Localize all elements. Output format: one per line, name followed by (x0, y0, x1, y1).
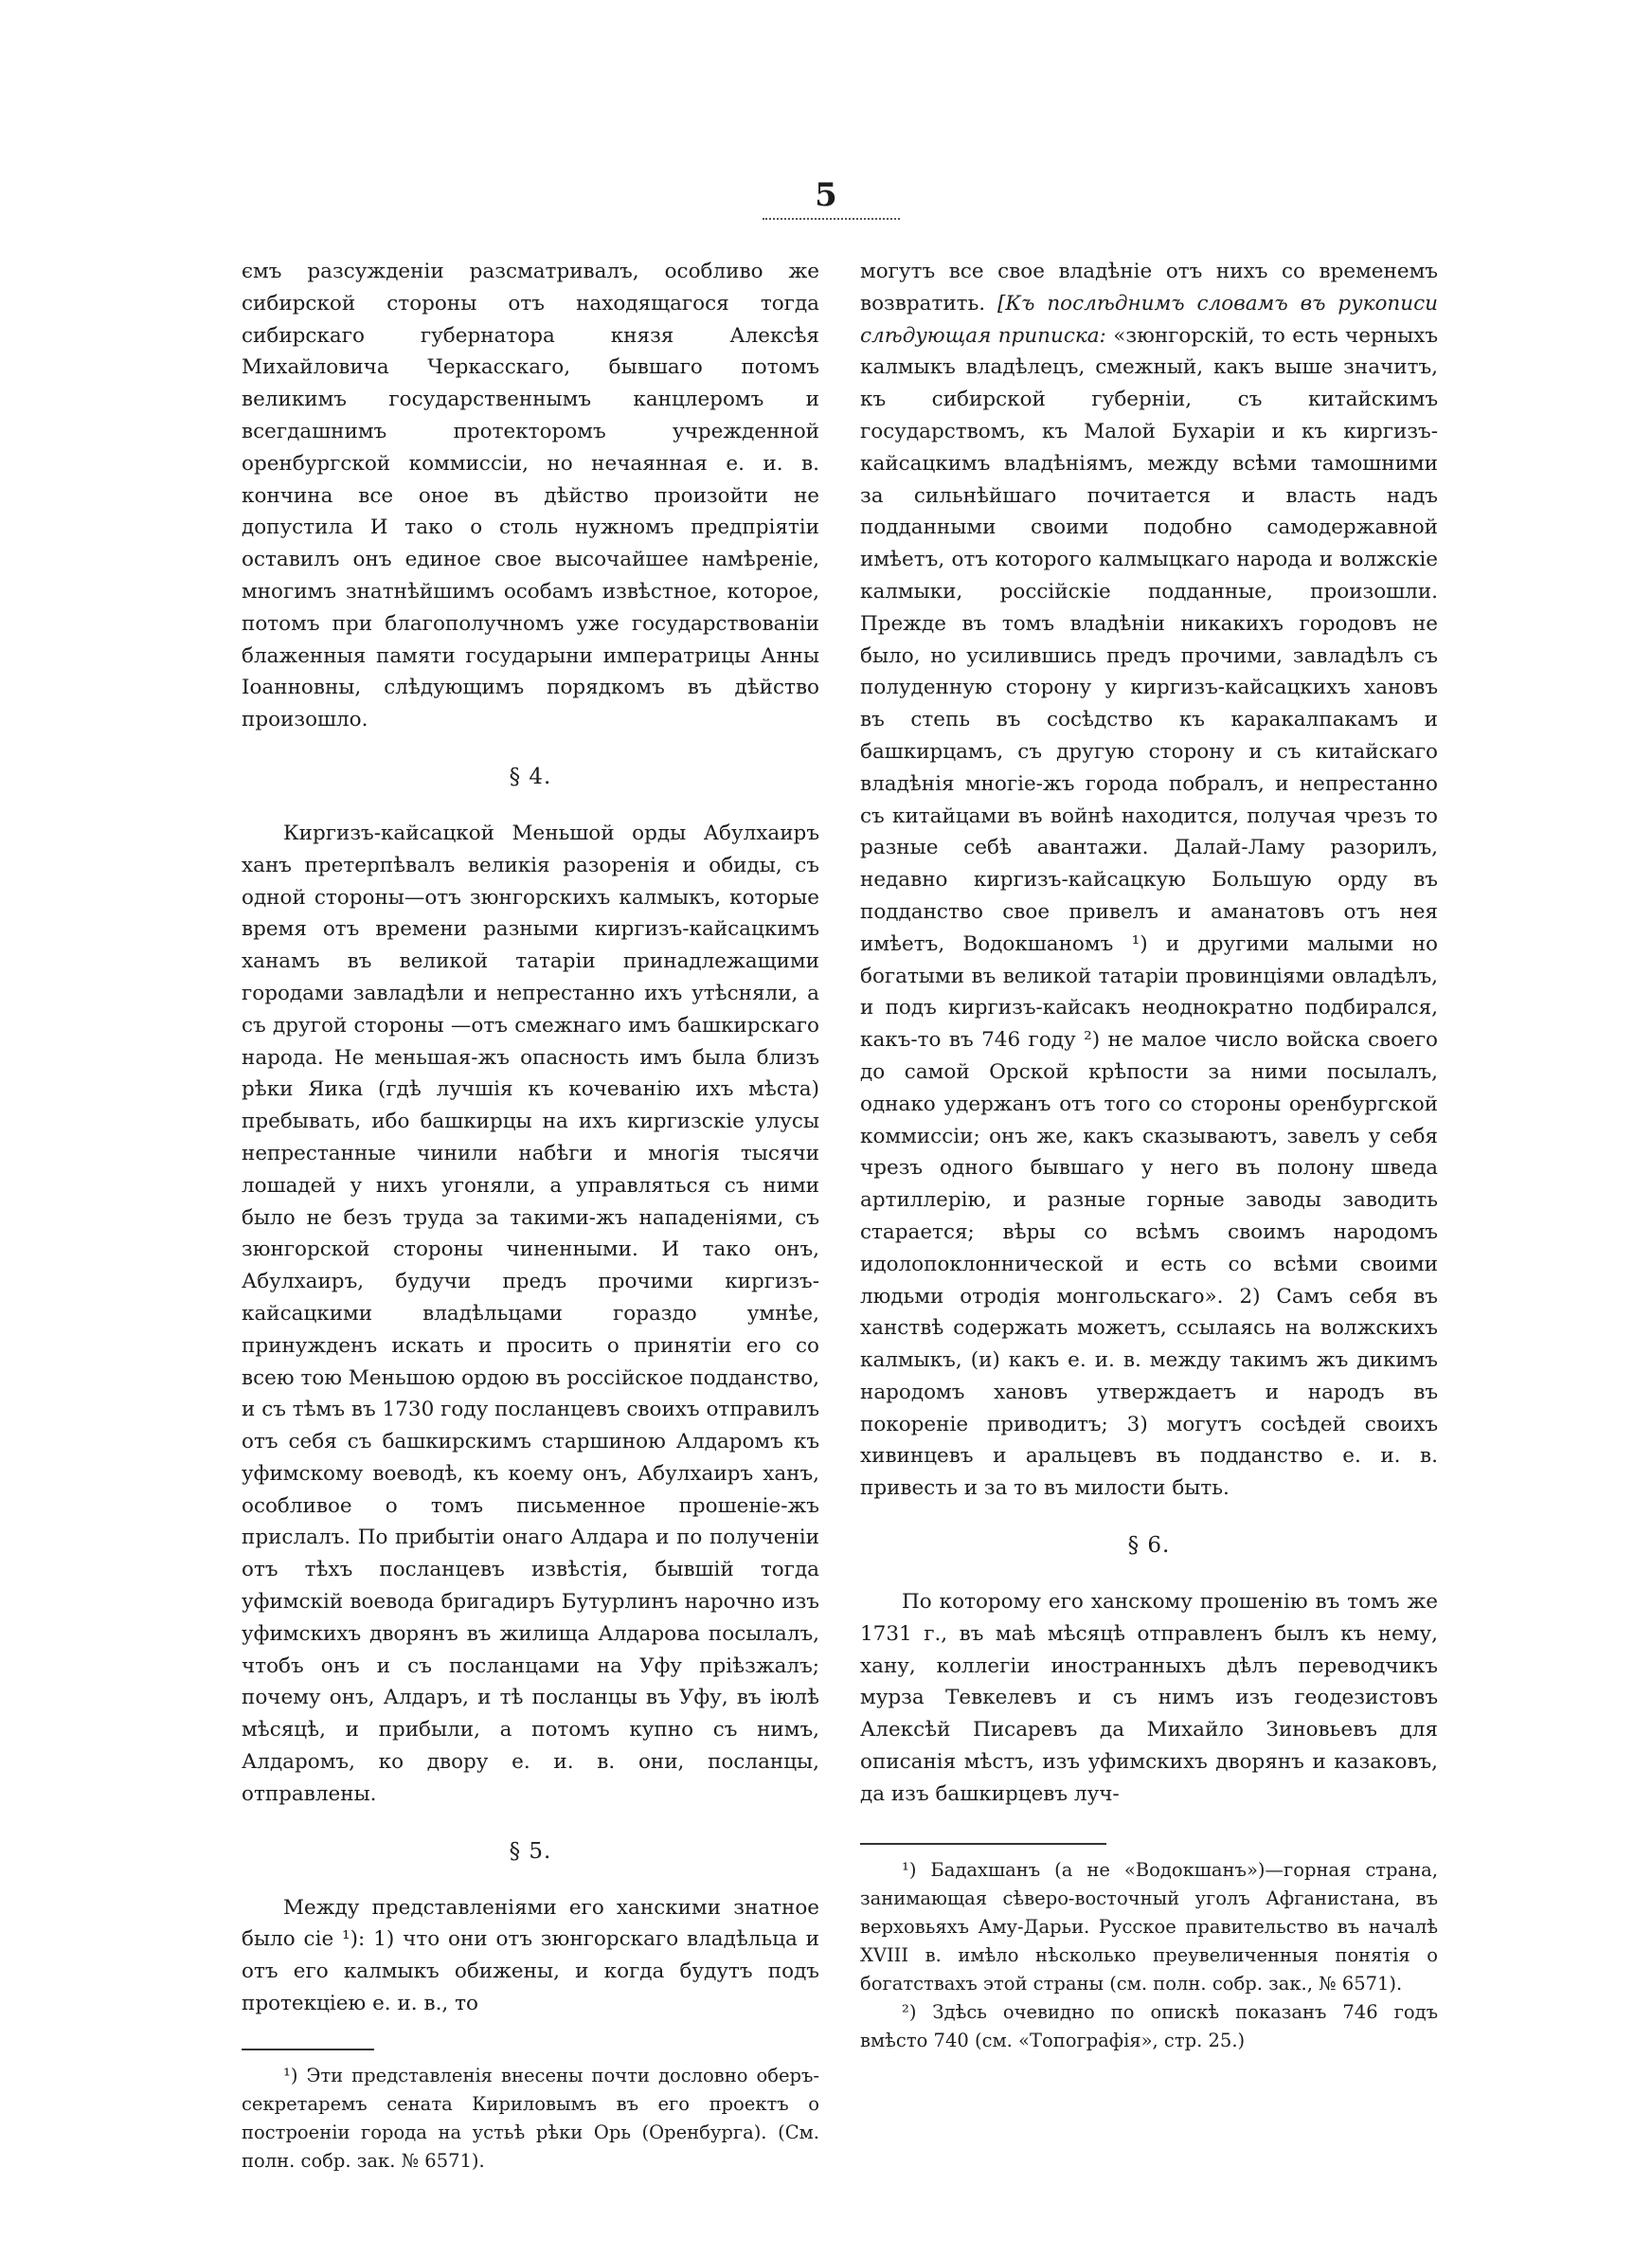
left-footnote-1: ¹) Эти представленія внесены почти дословно оберъ-секретаремъ сената Кириловымъ въ его проектъ о построеніи города на устьѣ рѣки Орь (Оренбурга). (См. полн. собр. зак. № 6571). (242, 2064, 819, 2172)
left-paragraph-2: Киргизъ-кайсацкой Меньшой орды Абулхаиръ ханъ претерпѣвалъ великія разоренія и обиды, съ одной стороны—отъ зюнгорскихъ калмыкъ, которые время отъ времени разными киргизъ-кайсацкимъ ханамъ въ великой татаріи принадлежащими городами завладѣли и непрестанно ихъ утѣсняли, а съ другой стороны —отъ смежнаго имъ башкирскаго народа. Не меньшая-жъ опасность имъ была близъ рѣки Яика (гдѣ лучшія къ кочеванію ихъ мѣста) пребывать, ибо башкирцы на ихъ киргизскіе улусы непрестанные чинили набѣги и многія тысячи лошадей у нихъ угоняли, а управляться съ ними было не безъ труда за такими-жъ нападеніями, съ зюнгорской стороны чиненными. И тако онъ, Абулхаиръ, будучи предъ прочими киргизъ-кайсацкими владѣльцами гораздо умнѣе, принужденъ искать и просить о принятіи его со всею тою Меньшою ордою въ россійское подданство, и съ тѣмъ въ 1730 году посланцевъ своихъ отправилъ отъ себя съ башкирскимъ старшиною Алдаромъ къ уфимскому воеводѣ, къ коему онъ, Абулхаиръ ханъ, особливое о томъ письменное прошеніе-жъ прислалъ. По прибытіи онаго Алдара и по полученіи отъ тѣхъ посланцевъ извѣстія, бывшій тогда уфимскій воевода бригадиръ Бутурлинъ нарочно изъ уфимскихъ дворянъ въ жилища Алдарова посылалъ, чтобъ онъ и съ посланцами на Уфу пріѣзжалъ; почему онъ, Алдаръ, и тѣ посланцы въ Уфу, въ іюлѣ мѣсяцѣ, и прибыли, а потомъ купно съ нимъ, Алдаромъ, ко двору е. и. в. они, посланцы, отправлены. (242, 821, 819, 1806)
right-paragraph-1-end: «зюнгорскій, то есть черныхъ калмыкъ владѣлецъ, смежный, какъ выше значитъ, къ сибирской губерніи, съ китайскимъ государствомъ, къ Малой Бухаріи и къ киргизъ-кайсацкимъ владѣніямъ, между всѣми тамошними за сильнѣйшаго почитается и власть надъ подданными своими подобно самодержавной имѣетъ, отъ которого калмыцкаго народа и волжскіе калмыки, россійскіе подданные, произошли. Прежде въ томъ владѣніи никакихъ городовъ не было, но усилившись предъ прочими, завладѣлъ съ полуденную сторону у киргизъ-кайсацкихъ хановъ въ степь въ сосѣдство къ каракалпакамъ и башкирцамъ, съ другую сторону и съ китайскаго владѣнія многіе-жъ города побралъ, и непрестанно съ китайцами въ войнѣ находится, получая чрезъ то разные себѣ авантажи. Далай-Ламу разорилъ, недавно киргизъ-кайсацкую Большую орду въ подданство свое привелъ и аманатовъ отъ нея имѣетъ, Водокшаномъ ¹) и другими малыми но богатыми въ великой татаріи провинціями овладѣлъ, и подъ киргизъ-кайсакъ неоднократно подбирался, какъ-то въ 746 году ²) не малое число войска своего до самой Орской крѣпости за ними посылалъ, однако удержанъ отъ того со стороны оренбургской коммиссіи; онъ же, какъ сказываютъ, завелъ у себя чрезъ одного бывшаго у него въ полону шведа артиллерію, и разные горные заводы заводить старается; вѣры со всѣмъ своимъ народомъ идолопоклоннической и есть со всѣми своими людьми отродія монгольскаго». 2) Самъ себя въ ханствѣ содержать можетъ, ссылаясь на волжскихъ калмыкъ, (и) какъ е. и. в. между такимъ жъ дикимъ народомъ хановъ утверждаетъ и народъ въ покореніе приводитъ; 3) могутъ сосѣдей своихъ хивинцевъ и аральцевъ въ подданство е. и. в. привесть и за то въ милости быть. (860, 323, 1438, 1501)
manuscript-note: [Къ послѣднимъ словамъ въ рукописи слѣдующая приписка: (860, 291, 1438, 348)
right-paragraph-2: По которому его ханскому прошенію въ томъ же 1731 г., въ маѣ мѣсяцѣ отправленъ былъ къ нему, хану, коллегіи иностранныхъ дѣлъ переводчикъ мурза Тевкелевъ и съ нимъ изъ геодезистовъ Алексѣй Писаревъ да Михайло Зиновьевъ для описанія мѣстъ, изъ уфимскихъ дворянъ и казаковъ, да изъ башкирцевъ луч- (860, 1590, 1438, 1806)
section-5-heading: § 5. (509, 1838, 552, 1864)
right-column (860, 256, 1438, 2055)
left-column (242, 256, 819, 2176)
section-6-heading: § 6. (1127, 1533, 1171, 1559)
section-4-heading: § 4. (509, 764, 552, 789)
header-rule (763, 218, 900, 220)
right-footnotes (860, 1843, 1438, 2055)
footnote-rule (860, 1843, 1106, 1845)
left-footnotes (242, 2049, 819, 2176)
right-paragraph-1 (860, 256, 1438, 1505)
page-number: 5 (815, 176, 837, 214)
footnote-rule (242, 2049, 374, 2050)
left-paragraph-3: Между представленіями его ханскими знатное было сіе ¹): 1) что они отъ зюнгорскаго владѣльца и отъ его калмыкъ обижены, и когда будутъ подъ протекціею е. и. в., то (242, 1895, 819, 2016)
right-paragraph-1-start: могутъ все свое владѣніе отъ нихъ со временемъ возвратить. (860, 260, 1438, 316)
right-footnote-1: ¹) Бадахшанъ (а не «Водокшанъ»)—горная страна, занимающая сѣверо-восточный уголъ Афганистана, въ верховьяхъ Аму-Дарьи. Русское правительство въ началѣ XVIII в. имѣло нѣсколько преувеличенныя понятія о богатствахъ этой страны (см. полн. собр. зак., № 6571). (860, 1858, 1438, 1995)
right-footnote-2: ²) Здѣсь очевидно по опискѣ показанъ 746 годъ вмѣсто 740 (см. «Топографія», стр. 25.) (860, 2000, 1438, 2051)
left-paragraph-1: ємъ разсужденіи разсматривалъ, особливо же сибирской стороны отъ находящагося тогда сибирскаго губернатора князя Алексѣя Михайловича Черкасскаго, бывшаго потомъ великимъ государственнымъ канцлеромъ и всегдашнимъ протекторомъ учрежденной оренбургской коммиссіи, но нечаянная е. и. в. кончина все оное въ дѣйство произойти не допустила И тако о столь нужномъ предпріятіи оставилъ онъ единое свое высочайшее намѣреніе, многимъ знатнѣйшимъ особамъ извѣстное, которое, потомъ при благополучномъ уже государствованіи блаженныя памяти государыни императрицы Анны Іоанновны, слѣдующимъ порядкомъ въ дѣйство произошло. (242, 260, 819, 732)
